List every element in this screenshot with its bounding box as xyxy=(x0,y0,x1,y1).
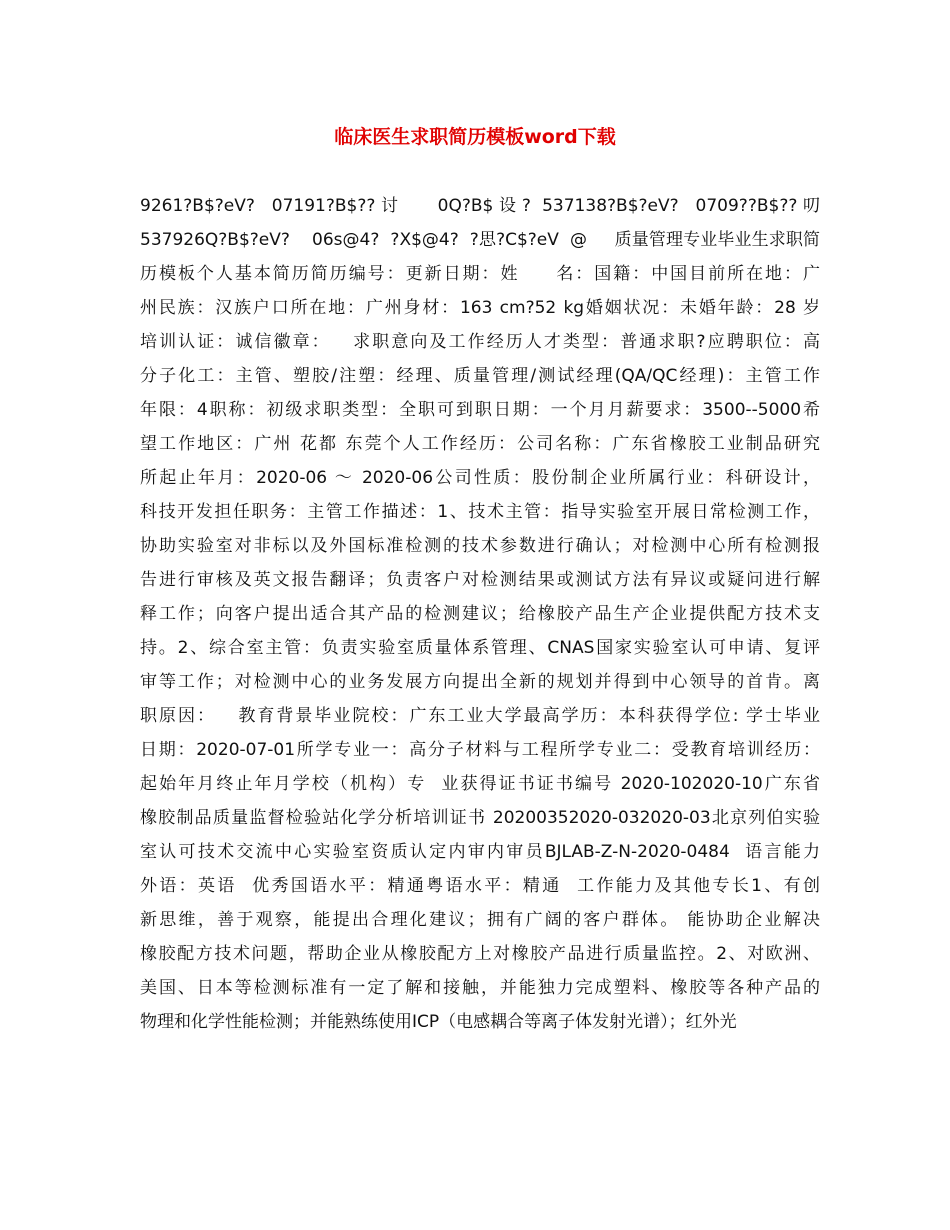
body-line: 所起止年月：2020-06 ～ 2020-06公司性质：股份制企业所属行业：科研设计， xyxy=(140,468,820,488)
body-line: 起始年月终止年月学校（机构）专 业获得证书证书编号 2020-102020-10广东省 xyxy=(140,774,820,794)
body-line: 协助实验室对非标以及外国标准检测的技术参数进行确认；对检测中心所有检测报 xyxy=(140,536,820,556)
body-line: 外语：英语 优秀国语水平：精通粤语水平：精通 工作能力及其他专长1、有创 xyxy=(140,876,820,896)
body-line: 美国、日本等检测标准有一定了解和接触，并能独力完成塑料、橡胶等各种产品的 xyxy=(140,978,820,998)
body-line: 9261?B$?eV? 07191?B$?? 讨 0Q?B$ 设 ? 537138?B$?eV? 0709??B$?? 叨 xyxy=(140,196,820,216)
body-line: 州民族：汉族户口所在地：广州身材：163 cm?52 kg婚姻状况：未婚年龄：28 岁 xyxy=(140,298,820,318)
document-body xyxy=(140,189,820,1039)
body-line: 望工作地区：广州 花都 东莞个人工作经历：公司名称：广东省橡胶工业制品研究 xyxy=(140,434,820,454)
body-line: 培训认证：诚信徽章： 求职意向及工作经历人才类型：普通求职?应聘职位：高 xyxy=(140,332,820,352)
body-line: 审等工作；对检测中心的业务发展方向提出全新的规划并得到中心领导的首肯。离 xyxy=(140,672,820,692)
body-line: 橡胶配方技术问题，帮助企业从橡胶配方上对橡胶产品进行质量监控。2、对欧洲、 xyxy=(140,944,820,964)
body-line: 年限：4职称：初级求职类型：全职可到职日期：一个月月薪要求：3500--5000希 xyxy=(140,400,820,420)
body-line: 历模板个人基本简历简历编号：更新日期：姓 名：国籍：中国目前所在地：广 xyxy=(140,264,820,284)
body-line: 职原因： 教育背景毕业院校：广东工业大学最高学历：本科获得学位: 学士毕业 xyxy=(140,706,820,726)
body-line: 橡胶制品质量监督检验站化学分析培训证书 20200352020-032020-03北京列伯实验 xyxy=(140,808,820,828)
body-line: 537926Q?B$?eV? 06s@4? ?X$@4? ?思?C$?eV @ 质量管理专业毕业生求职简 xyxy=(140,230,820,250)
body-line: 新思维，善于观察，能提出合理化建议；拥有广阔的客户群体。 能协助企业解决 xyxy=(140,910,820,930)
body-line: 分子化工：主管、塑胶/注塑：经理、质量管理/测试经理(QA/QC经理)：主管工作 xyxy=(140,366,820,386)
body-line: 告进行审核及英文报告翻译；负责客户对检测结果或测试方法有异议或疑问进行解 xyxy=(140,570,820,590)
body-line: 释工作；向客户提出适合其产品的检测建议；给橡胶产品生产企业提供配方技术支 xyxy=(140,604,820,624)
body-line: 室认可技术交流中心实验室资质认定内审内审员BJLAB-Z-N-2020-0484 语言能力 xyxy=(140,842,820,862)
body-line: 持。2、综合室主管：负责实验室质量体系管理、CNAS国家实验室认可申请、复评 xyxy=(140,638,820,658)
document-title: 临床医生求职简历模板word下载 xyxy=(334,126,616,148)
body-line: 日期：2020-07-01所学专业一：高分子材料与工程所学专业二：受教育培训经历： xyxy=(140,740,820,760)
body-line: 科技开发担任职务：主管工作描述：1、技术主管：指导实验室开展日常检测工作， xyxy=(140,502,820,522)
body-line: 物理和化学性能检测；并能熟练使用ICP（电感耦合等离子体发射光谱）；红外光 xyxy=(140,1012,737,1032)
